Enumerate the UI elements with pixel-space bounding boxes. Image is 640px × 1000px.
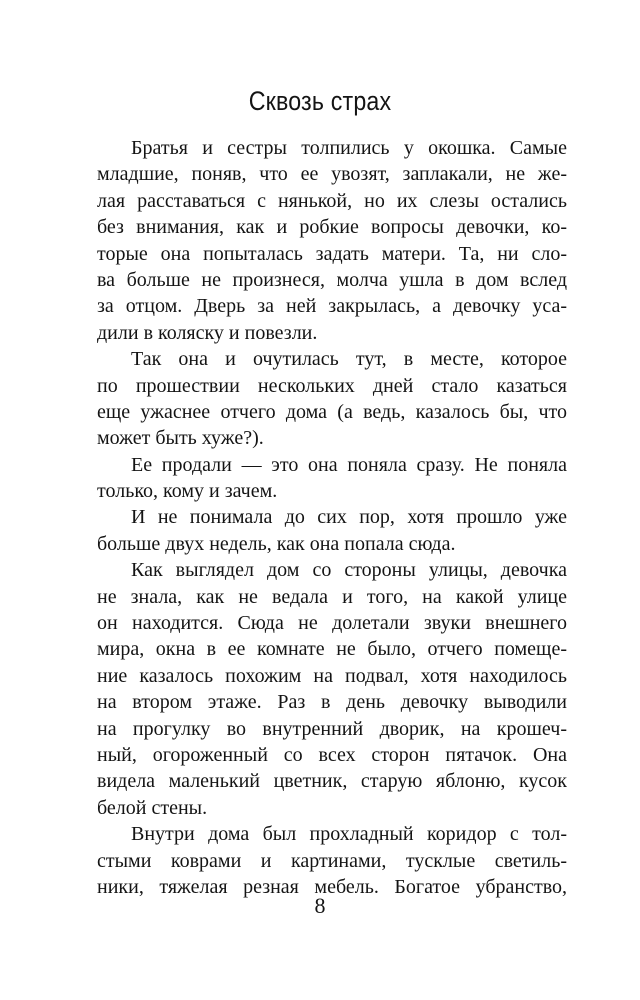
text-line: мира, окна в ее комнате не было, отчего помеще- <box>97 638 567 661</box>
text-line: без внимания, как и робкие вопросы девочки, ко- <box>97 216 567 239</box>
text-line: не знала, как не ведала и того, на какой улице <box>97 585 567 608</box>
paragraph <box>97 821 567 900</box>
text-line: стыми коврами и картинами, тусклые светиль- <box>97 849 567 872</box>
text-line: младшие, поняв, что ее увозят, заплакали, не же- <box>97 163 567 186</box>
paragraph <box>97 135 567 346</box>
text-line: Так она и очутилась тут, в месте, которое <box>131 348 567 371</box>
text-line: ный, огороженный со всех сторон пятачок. Она <box>97 743 567 766</box>
text-line: за отцом. Дверь за ней закрылась, а девочку уса- <box>97 295 567 318</box>
text-line: ние казалось похожим на подвал, хотя находилось <box>97 664 567 687</box>
paragraph <box>97 452 567 505</box>
text-line: Ее продали — это она поняла сразу. Не поняла <box>131 453 567 476</box>
text-line: ва больше не произнеся, молча ушла в дом вслед <box>97 268 567 291</box>
text-line: по прошествии нескольких дней стало казаться <box>97 374 567 397</box>
body-text <box>97 135 567 900</box>
text-line: может быть хуже?). <box>97 427 264 450</box>
text-line: И не понимала до сих пор, хотя прошло уже <box>131 506 567 529</box>
text-line: Братья и сестры толпились у окошка. Самые <box>131 137 567 159</box>
text-line: еще ужаснее отчего дома (а ведь, казалось бы, что <box>97 400 567 423</box>
text-line: на втором этаже. Раз в день девочку выводили <box>97 691 567 714</box>
text-line: Как выглядел дом со стороны улицы, девочка <box>131 559 567 582</box>
page-number: 8 <box>314 893 326 918</box>
text-line: только, кому и зачем. <box>97 480 278 503</box>
text-line: на прогулку во внутренний дворик, на крошеч- <box>97 717 567 740</box>
text-line: он находится. Сюда не долетали звуки внешнего <box>97 612 567 635</box>
text-line: больше двух недель, как она попала сюда. <box>97 532 456 555</box>
paragraph <box>97 557 567 821</box>
text-line: торые она попыталась задать матери. Та, ни сло- <box>97 242 567 265</box>
text-line: лая расставаться с нянькой, но их слезы остались <box>97 189 567 212</box>
paragraph <box>97 346 567 452</box>
paragraph <box>97 504 567 557</box>
chapter-title: Сквозь страх <box>248 86 392 116</box>
text-line: ники, тяжелая резная мебель. Богатое убранство, <box>97 875 567 898</box>
text-line: дили в коляску и повезли. <box>97 321 318 344</box>
text-line: Внутри дома был прохладный коридор с тол- <box>131 823 567 846</box>
text-line: белой стены. <box>97 796 208 819</box>
text-line: видела маленький цветник, старую яблоню, кусок <box>97 770 567 793</box>
